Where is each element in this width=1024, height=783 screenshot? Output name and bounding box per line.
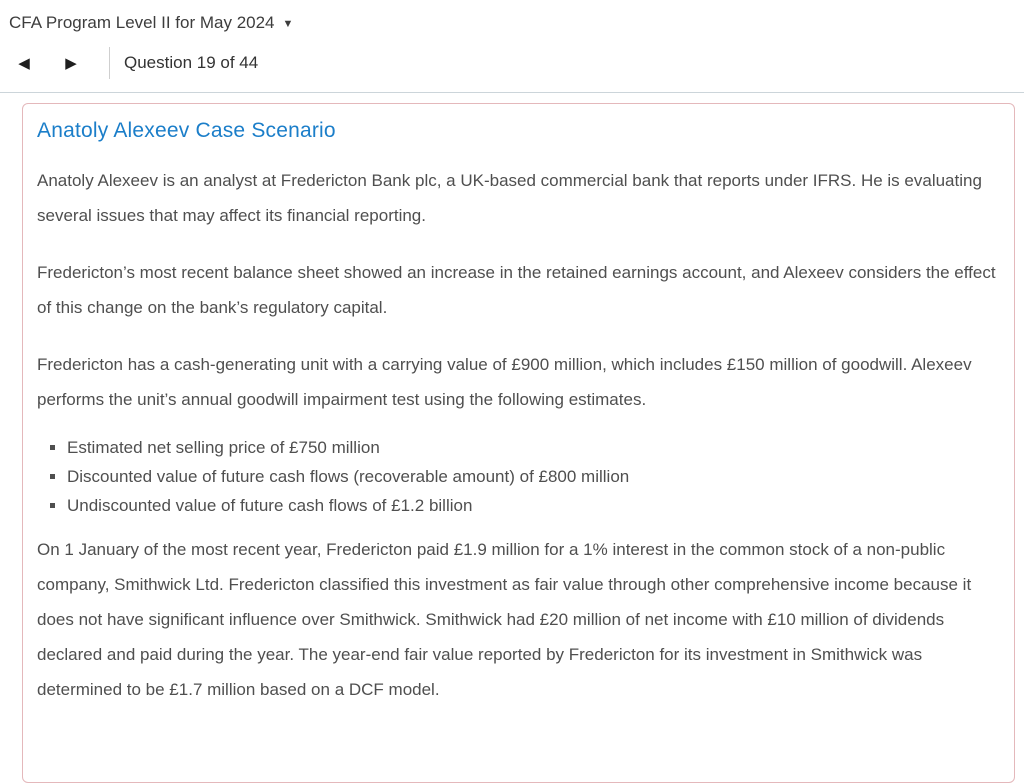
previous-question-button[interactable] bbox=[10, 49, 38, 77]
bullet-icon bbox=[50, 503, 55, 508]
estimates-list bbox=[37, 433, 998, 520]
case-paragraph: On 1 January of the most recent year, Fredericton paid £1.9 million for a 1% interest in the common stock of a non-public company, Smithwick Ltd. Fredericton classified this investment as fair value through other comprehensive income because it does not have significant influence over Smithwick. Smithwick had £20 million of net income with £10 million of dividends declared and paid during the year. The year-end fair value reported by Fredericton for its investment in Smithwick was determined to be £1.7 million based on a DCF model. bbox=[37, 540, 972, 699]
question-nav-bar bbox=[0, 39, 1024, 87]
case-title: Anatoly Alexeev Case Scenario bbox=[37, 119, 336, 142]
list-item bbox=[50, 462, 998, 491]
next-question-button[interactable] bbox=[57, 49, 85, 77]
case-scenario-card bbox=[22, 103, 1015, 783]
program-title: CFA Program Level II for May 2024 bbox=[9, 13, 275, 32]
case-paragraph: Fredericton has a cash-generating unit with a carrying value of £900 million, which includes £150 million of goodwill. Alexeev performs the unit’s annual goodwill impairment test using the following estimates. bbox=[37, 355, 972, 409]
question-counter: Question 19 of 44 bbox=[124, 53, 259, 72]
nav-divider bbox=[109, 47, 110, 79]
list-item-text: Estimated net selling price of £750 million bbox=[67, 438, 380, 457]
bullet-icon bbox=[50, 445, 55, 450]
list-item-text: Discounted value of future cash flows (recoverable amount) of £800 million bbox=[67, 467, 630, 486]
arrow-right-icon: ▶ bbox=[65, 54, 77, 72]
list-item bbox=[50, 433, 998, 462]
bullet-icon bbox=[50, 474, 55, 479]
arrow-left-icon: ◀ bbox=[18, 54, 30, 72]
list-item bbox=[50, 491, 998, 520]
program-selector-dropdown[interactable] bbox=[0, 0, 1024, 39]
header-divider bbox=[0, 92, 1024, 93]
case-paragraph: Fredericton’s most recent balance sheet showed an increase in the retained earnings account, and Alexeev considers the effect of this change on the bank’s regulatory capital. bbox=[37, 263, 996, 317]
chevron-down-icon: ▼ bbox=[282, 18, 294, 30]
list-item-text: Undiscounted value of future cash flows of £1.2 billion bbox=[67, 496, 473, 515]
case-paragraph: Anatoly Alexeev is an analyst at Fredericton Bank plc, a UK-based commercial bank that reports under IFRS. He is evaluating several issues that may affect its financial reporting. bbox=[37, 171, 982, 225]
